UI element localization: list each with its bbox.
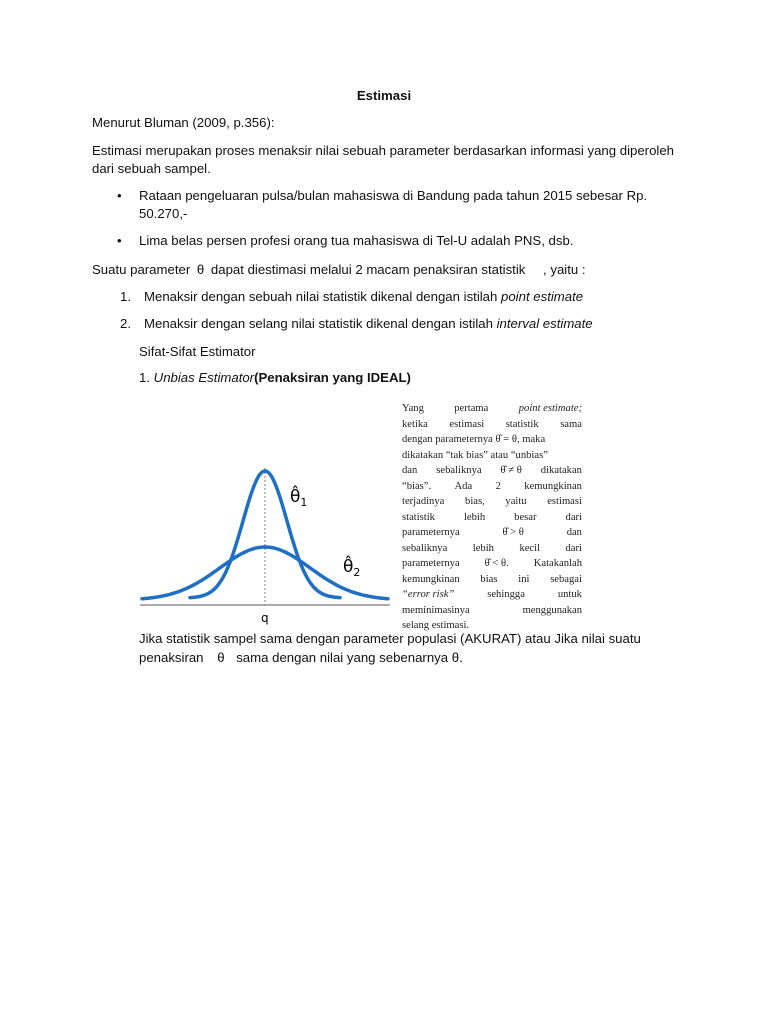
theta-hat-symbol: θ̂ (343, 557, 354, 577)
word: sebagai (550, 573, 582, 585)
text-line (402, 541, 582, 557)
sentence-start: Suatu parameter (92, 262, 191, 277)
item-description: Menaksir dengan selang nilai statistik dikenal dengan istilah (144, 316, 497, 331)
unbias-explanation (402, 401, 582, 634)
section-subtitle: (Penaksiran yang IDEAL) (254, 370, 411, 385)
line-text: dengan parameternya θ̂ = θ, maka (402, 434, 546, 445)
subscript: 2 (353, 566, 361, 579)
text-line (402, 525, 582, 541)
bullet-text-line-1: Rataan pengeluaran pulsa/bulan mahasiswa di Bandung pada tahun 2015 sebesar Rp. (139, 188, 648, 203)
theta-hat-symbol: θ̂ (290, 487, 301, 507)
text-line (402, 479, 582, 495)
word: statistik (402, 511, 435, 523)
conclusion-text: penaksiran (139, 650, 204, 665)
definition-line-1: Estimasi merupakan proses menaksir nilai sebuah parameter berdasarkan informasi yang diperoleh (92, 143, 675, 158)
word: sehingga (487, 589, 525, 600)
text-line (402, 603, 582, 619)
item-description: Menaksir dengan sebuah nilai statistik dikenal dengan istilah (144, 289, 502, 304)
text-line (402, 494, 582, 510)
text-line (402, 432, 582, 448)
word: estimasi (547, 496, 582, 507)
conclusion-line-1: Jika statistik sampel sama dengan parameter populasi (AKURAT) atau Jika nilai suatu (139, 631, 641, 646)
word: Katakanlah (533, 558, 582, 569)
formula: θ̂ ≠ θ (500, 465, 522, 476)
word: Yang (402, 403, 424, 414)
text-line (402, 448, 582, 464)
bullet-icon: • (117, 188, 122, 203)
word: parameternya (402, 558, 460, 569)
word: sebaliknya (402, 542, 448, 554)
word: dan (402, 465, 418, 476)
subheading: Sifat-Sifat Estimator (139, 344, 256, 359)
formula: θ̂ < θ. (484, 558, 509, 569)
bullet-text: Lima belas persen profesi orang tua mahasiswa di Tel-U adalah PNS, dsb. (139, 233, 574, 248)
word: 2 (495, 480, 501, 492)
conclusion-line-2 (139, 650, 463, 665)
word: meminimasinya (402, 604, 470, 616)
word: kecil (519, 542, 541, 554)
word: kemungkinan (524, 480, 582, 492)
word: menggunakan (522, 604, 582, 616)
word: estimasi (449, 418, 485, 430)
term-italic: “error risk” (402, 589, 455, 600)
sentence-tail: , yaitu : (543, 262, 586, 277)
line-text: dikatakan “tak bias” atau “unbias” (402, 449, 548, 461)
text-line (402, 587, 582, 603)
word: dari (565, 511, 582, 523)
section-term: Unbias Estimator (153, 370, 255, 385)
word: bias (480, 573, 498, 585)
item-text (144, 316, 593, 331)
theta-symbol: θ (196, 262, 205, 277)
word: untuk (557, 589, 582, 600)
word: pertama (454, 403, 489, 414)
word: dari (565, 542, 582, 554)
definition-line-2: dari sebuah sampel. (92, 161, 211, 176)
word: terjadinya (402, 496, 445, 507)
text-line (402, 463, 582, 479)
conclusion-text: sama dengan nilai yang sebenarnya θ. (236, 650, 463, 665)
word: parameternya (402, 527, 460, 538)
text-line (402, 401, 582, 417)
word: dikatakan (540, 465, 582, 476)
term-italic: point estimate; (518, 403, 582, 414)
word: statistik (505, 418, 539, 430)
sentence-middle: dapat diestimasi melalui 2 macam penaksiran statistik (210, 262, 526, 277)
axis-label: q (261, 611, 269, 625)
subscript: 1 (300, 496, 308, 509)
word: kemungkinan (402, 573, 460, 585)
word: Ada (454, 480, 473, 492)
word: yaitu (505, 496, 527, 507)
text-line (402, 510, 582, 526)
word: lebih (472, 542, 494, 554)
word: dan (566, 527, 582, 538)
theta-symbol: θ (217, 650, 225, 665)
theta-2-label (343, 554, 360, 579)
item-text (144, 289, 583, 304)
page-title: Estimasi (356, 88, 412, 103)
word: “bias”. (402, 480, 432, 492)
text-line (402, 556, 582, 572)
line-text: selang estimasi. (402, 620, 470, 631)
theta-1-label (290, 484, 307, 509)
formula: θ̂ > θ (502, 527, 524, 538)
text-line (402, 572, 582, 588)
source-citation: Menurut Bluman (2009, p.356): (92, 115, 275, 130)
parameter-sentence (92, 262, 586, 277)
word: ketika (402, 418, 428, 430)
section-number: 1. (139, 370, 154, 385)
bullet-icon: • (117, 233, 122, 248)
word: ini (518, 573, 530, 585)
text-line (402, 417, 582, 433)
item-number: 1. (120, 289, 131, 304)
section-heading (139, 370, 411, 385)
word: bias, (465, 496, 485, 507)
word: besar (514, 511, 537, 523)
item-term: interval estimate (496, 316, 593, 331)
word: lebih (463, 511, 486, 523)
estimator-distribution-figure (140, 456, 390, 626)
item-number: 2. (120, 316, 131, 331)
word: sama (560, 418, 582, 430)
word: sebaliknya (436, 465, 482, 476)
bullet-text-line-2: 50.270,- (139, 206, 188, 221)
item-term: point estimate (501, 289, 584, 304)
